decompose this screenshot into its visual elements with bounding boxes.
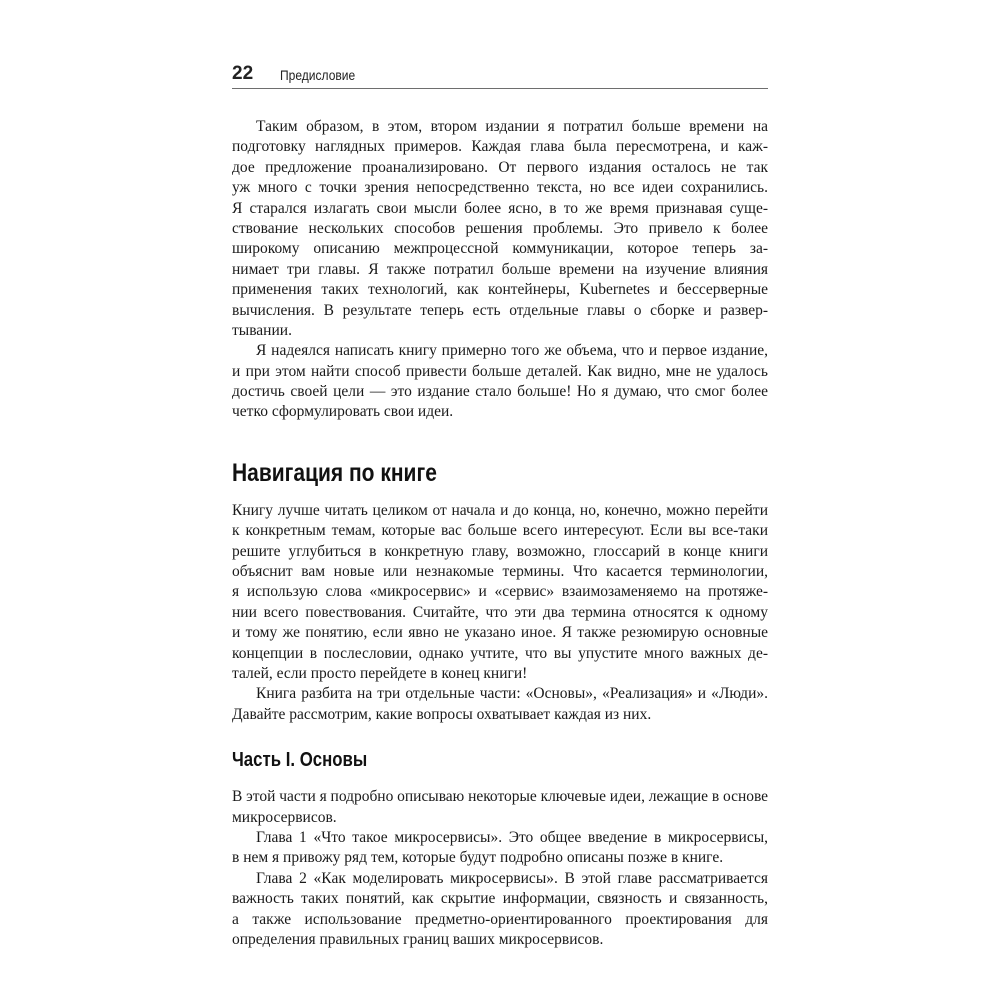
text-line: Я надеялся написать книгу примерно того же объема, что и первое издание, <box>256 342 768 360</box>
subsection-heading: Часть I. Основы <box>232 749 368 772</box>
text-line: Таким образом, в этом, втором издании я потратил больше времени на <box>256 118 768 135</box>
text-line: важность таких понятий, как скрытие информации, связность и связанность, <box>232 890 768 908</box>
text-line: четко сформулировать свои идеи. <box>232 403 454 421</box>
paragraph <box>232 787 768 828</box>
text-line: микросервисов. <box>232 808 337 826</box>
text-line: Глава 2 «Как моделировать микросервисы». В этой главе рассматривается <box>256 869 768 887</box>
paragraph <box>232 684 768 725</box>
text-line: и тому же понятию, если явно не указано иное. Я также резюмирую основные <box>232 624 768 642</box>
text-line: достичь своей цели — это издание стало больше! Но я думаю, что смог более <box>232 383 768 401</box>
text-line: применения таких технологий, как контейнеры, Kubernetes и бессерверные <box>232 281 768 299</box>
text-line: Давайте рассмотрим, какие вопросы охватывает каждая из них. <box>232 705 652 723</box>
header-rule <box>232 88 768 89</box>
section-heading: Навигация по книге <box>232 458 437 487</box>
paragraph <box>232 501 768 685</box>
text-line: талей, если просто перейдете в конец книги! <box>232 664 528 682</box>
text-line: к конкретным темам, которые вас больше всего интересуют. Если вы все-таки <box>232 522 768 540</box>
page-body <box>232 117 768 950</box>
text-line: подготовку наглядных примеров. Каждая глава была пересмотрена, и каж- <box>232 138 768 156</box>
text-line: объяснит вам новые или незнакомые термины. Что касается терминологии, <box>232 563 768 581</box>
text-line: и при этом найти способ привести больше деталей. Как видно, мне не удалось <box>232 362 768 380</box>
text-line: Я старался излагать свои мысли более ясно, в то же время признавая суще- <box>232 199 768 217</box>
text-line: В этой части я подробно описываю некоторые ключевые идеи, лежащие в основе <box>232 788 768 806</box>
text-line: а также использование предметно-ориентированного проектирования для <box>232 910 768 928</box>
page-number: 22 <box>232 63 254 84</box>
running-head-section: Предисловие <box>280 67 356 83</box>
text-line: нимает три главы. Я также потратил больше времени на изучение влияния <box>232 260 768 278</box>
paragraph <box>232 341 768 423</box>
text-line: решите углубиться в конкретную главу, возможно, глоссарий в конце книги <box>232 542 768 560</box>
text-line: концепции в послесловии, однако учтите, что вы упустите много важных де- <box>232 644 768 662</box>
text-line: Книга разбита на три отдельные части: «Основы», «Реализация» и «Люди». <box>256 685 768 703</box>
text-line: в нем я привожу ряд тем, которые будут подробно описаны позже в книге. <box>232 849 724 867</box>
text-line: дое предложение проанализировано. От первого издания осталось не так <box>232 158 768 176</box>
text-line: Книгу лучше читать целиком от начала и до конца, но, конечно, можно перейти <box>232 501 768 519</box>
text-line: широкому описанию межпроцессной коммуникации, которое теперь за- <box>232 240 768 258</box>
text-line: ствование нескольких способов решения проблемы. Это привело к более <box>232 219 768 237</box>
text-line: уж много с точки зрения непосредственно текста, но все идеи сохранились. <box>232 179 768 197</box>
paragraph <box>232 117 768 341</box>
text-line: я использую слова «микросервис» и «сервис» взаимозаменяемо на протяже- <box>232 583 768 601</box>
text-line: вычисления. В результате теперь есть отдельные главы о сборке и развер- <box>232 301 768 319</box>
running-head <box>232 62 768 88</box>
text-line: определения правильных границ ваших микросервисов. <box>232 930 604 948</box>
text-line: тывании. <box>232 321 292 339</box>
paragraph <box>232 828 768 869</box>
text-line: Глава 1 «Что такое микросервисы». Это общее введение в микросервисы, <box>256 828 768 846</box>
paragraph <box>232 869 768 951</box>
text-line: нии всего повествования. Считайте, что эти два термина относятся к одному <box>232 603 768 621</box>
